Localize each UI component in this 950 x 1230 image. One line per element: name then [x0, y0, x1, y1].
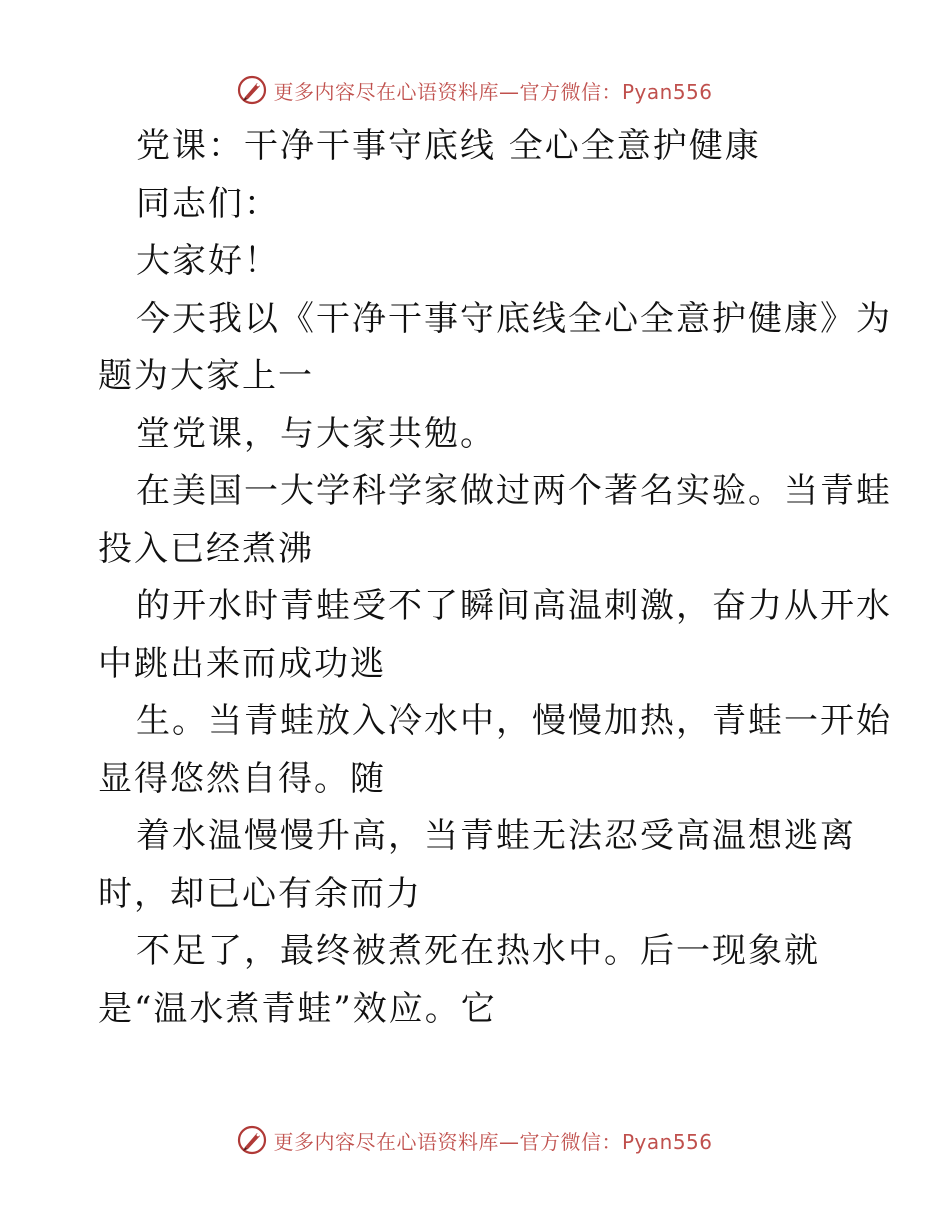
- doc-line: 投入已经煮沸: [98, 528, 314, 569]
- doc-line: 党课：干净干事守底线 全心全意护健康: [136, 126, 761, 166]
- pen-logo-icon: [237, 1125, 267, 1155]
- pen-logo-icon: [237, 75, 267, 105]
- doc-line: 着水温慢慢升高，当青蛙无法忍受高温想逃离: [136, 816, 856, 856]
- doc-line: 堂党课，与大家共勉。: [136, 413, 496, 454]
- header-banner-label: 更多内容尽在心语资料库—官方微信：: [273, 79, 622, 104]
- footer-banner-text: [273, 1126, 712, 1155]
- doc-line: 同志们：: [136, 183, 280, 224]
- header-wechat-id: Pyan556: [621, 79, 713, 104]
- doc-line: 的开水时青蛙受不了瞬间高温刺激，奋力从开水: [136, 586, 892, 626]
- header-banner-text: [273, 76, 712, 105]
- footer-wechat-id: Pyan556: [621, 1129, 713, 1154]
- header-banner: [0, 70, 950, 110]
- footer-banner-label: 更多内容尽在心语资料库—官方微信：: [273, 1129, 622, 1154]
- doc-line: 生。当青蛙放入冷水中，慢慢加热，青蛙一开始: [136, 701, 892, 741]
- doc-line: 今天我以《干净干事守底线全心全意护健康》为: [136, 298, 892, 339]
- doc-line: 题为大家上一: [98, 356, 314, 396]
- doc-line: 时，却已心有余而力: [98, 873, 422, 914]
- document-body: [98, 118, 892, 1038]
- doc-line: 是“温水煮青蛙”效应。它: [98, 988, 497, 1029]
- doc-line: 不足了，最终被煮死在热水中。后一现象就: [136, 931, 820, 971]
- doc-line: 大家好！: [136, 241, 280, 281]
- doc-line: 在美国一大学科学家做过两个著名实验。当青蛙: [136, 471, 892, 511]
- doc-line: 显得悠然自得。随: [98, 758, 386, 799]
- footer-banner: [0, 1120, 950, 1160]
- doc-line: 中跳出来而成功逃: [98, 643, 386, 684]
